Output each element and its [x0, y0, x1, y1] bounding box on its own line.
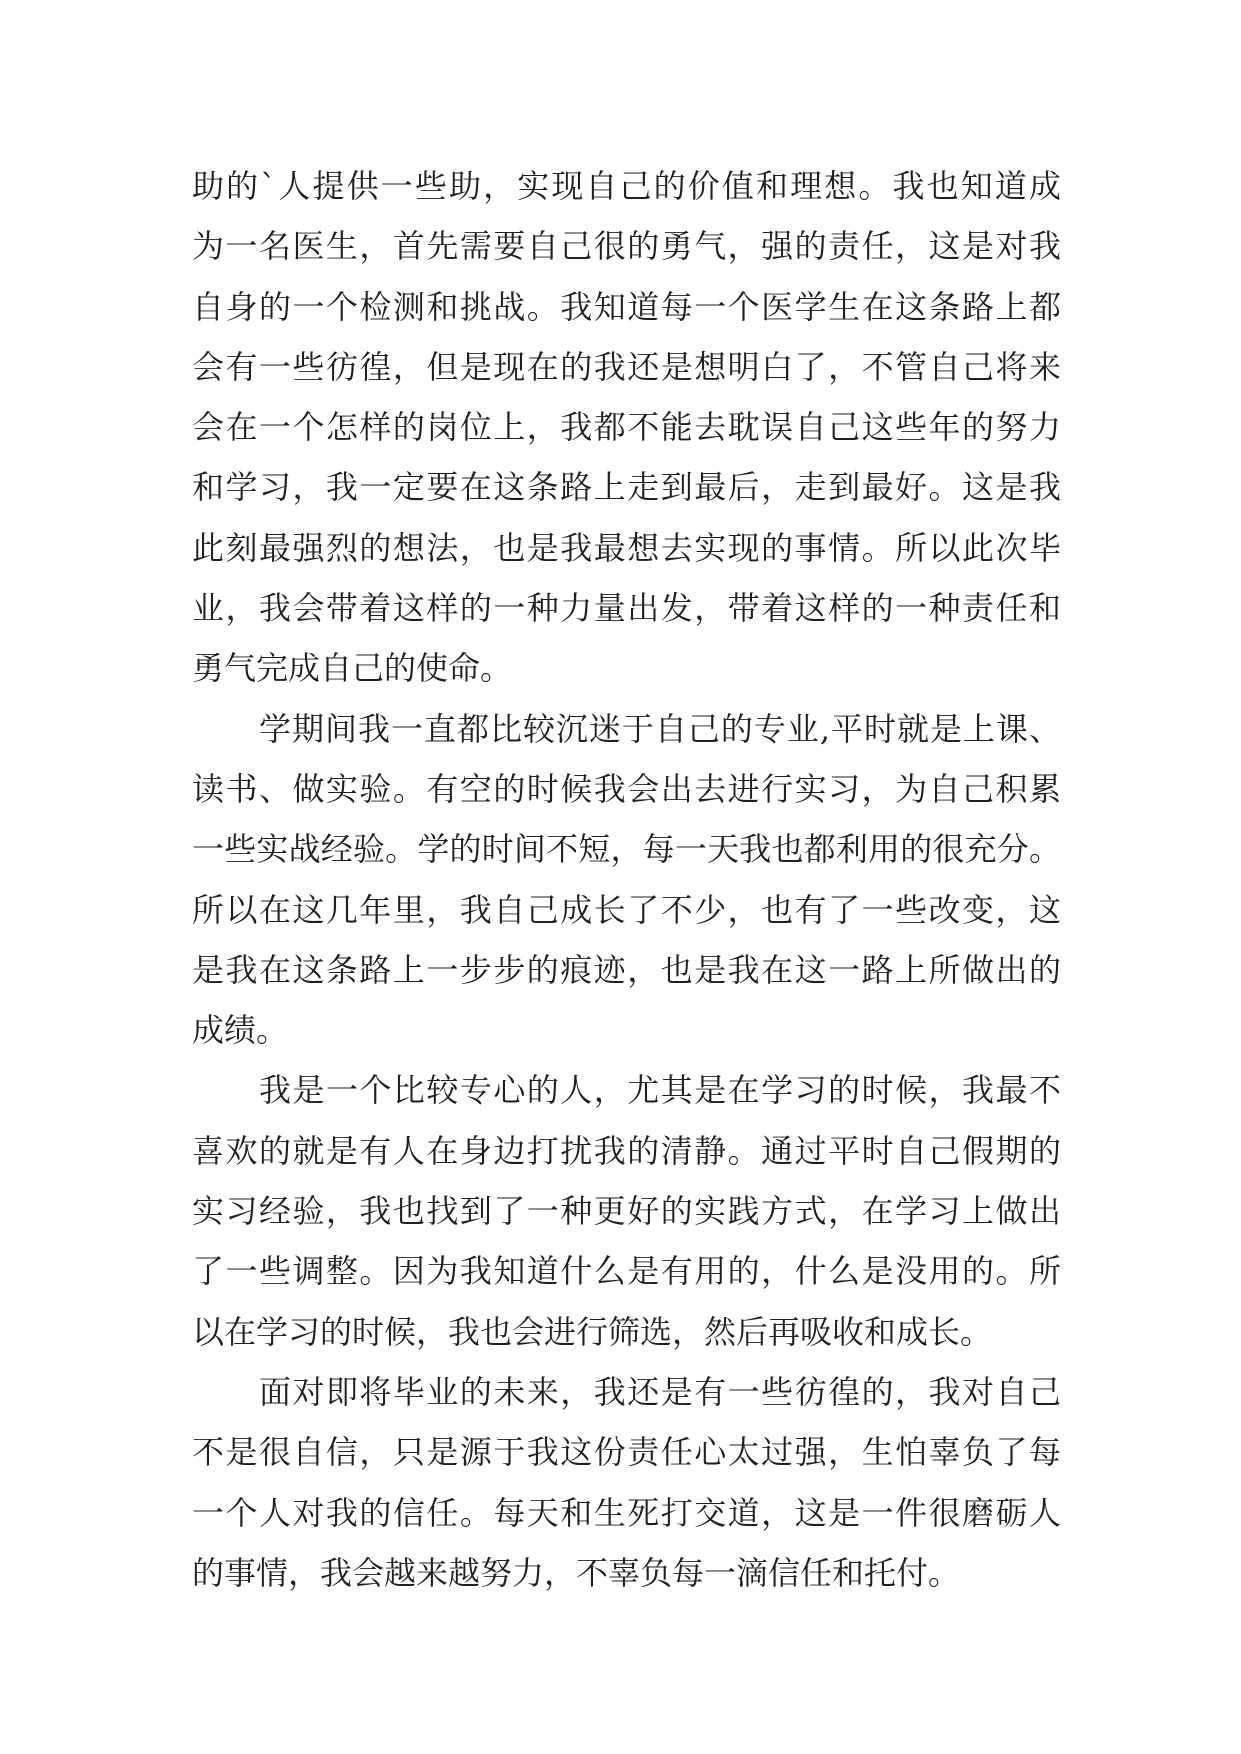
text-line: 成绩。	[192, 1011, 289, 1050]
text-line: 会在一个怎样的岗位上，我都不能去耽误自己这些年的努力	[192, 408, 1061, 447]
text-line: 以在学习的时候，我也会进行筛选，然后再吸收和成长。	[192, 1312, 993, 1351]
text-line: 业，我会带着这样的一种力量出发，带着这样的一种责任和	[192, 589, 1061, 628]
text-line: 会有一些彷徨，但是现在的我还是想明白了，不管自己将来	[192, 347, 1061, 386]
text-line: 和学习，我一定要在这条路上走到最后，走到最好。这是我	[192, 468, 1061, 507]
body-text	[192, 156, 1061, 1603]
text-line: 一些实战经验。学的时间不短，每一天我也都利用的很充分。	[192, 830, 1061, 869]
text-line: 了一些调整。因为我知道什么是有用的，什么是没用的。所	[192, 1252, 1061, 1291]
text-line: 的事情，我会越来越努力，不辜负每一滴信任和托付。	[192, 1553, 961, 1592]
text-line: 此刻最强烈的想法，也是我最想去实现的事情。所以此次毕	[192, 528, 1061, 567]
text-line: 实习经验，我也找到了一种更好的实践方式，在学习上做出	[192, 1192, 1061, 1231]
text-line: 一个人对我的信任。每天和生死打交道，这是一件很磨砺人	[192, 1493, 1061, 1532]
text-line: 为一名医生，首先需要自己很的勇气，强的责任，这是对我	[192, 227, 1061, 266]
paragraph-first-line: 学期间我一直都比较沉迷于自己的专业,平时就是上课、	[259, 709, 1061, 748]
paragraph-first-line: 面对即将毕业的未来，我还是有一些彷徨的，我对自己	[259, 1372, 1061, 1411]
text-line: 不是很自信，只是源于我这份责任心太过强，生怕辜负了每	[192, 1433, 1061, 1472]
text-line: 读书、做实验。有空的时候我会出去进行实习，为自己积累	[192, 769, 1061, 808]
text-line: 自身的一个检测和挑战。我知道每一个医学生在这条路上都	[192, 287, 1061, 326]
text-line: 勇气完成自己的使命。	[192, 649, 513, 688]
text-line: 所以在这几年里，我自己成长了不少，也有了一些改变，这	[192, 890, 1061, 929]
paragraph-first-line: 我是一个比较专心的人，尤其是在学习的时候，我最不	[259, 1071, 1061, 1110]
text-line: 助的`人提供一些助，实现自己的价值和理想。我也知道成	[192, 167, 1061, 205]
text-line: 是我在这条路上一步步的痕迹，也是我在这一路上所做出的	[192, 950, 1061, 989]
text-line: 喜欢的就是有人在身边打扰我的清静。通过平时自己假期的	[192, 1131, 1061, 1170]
